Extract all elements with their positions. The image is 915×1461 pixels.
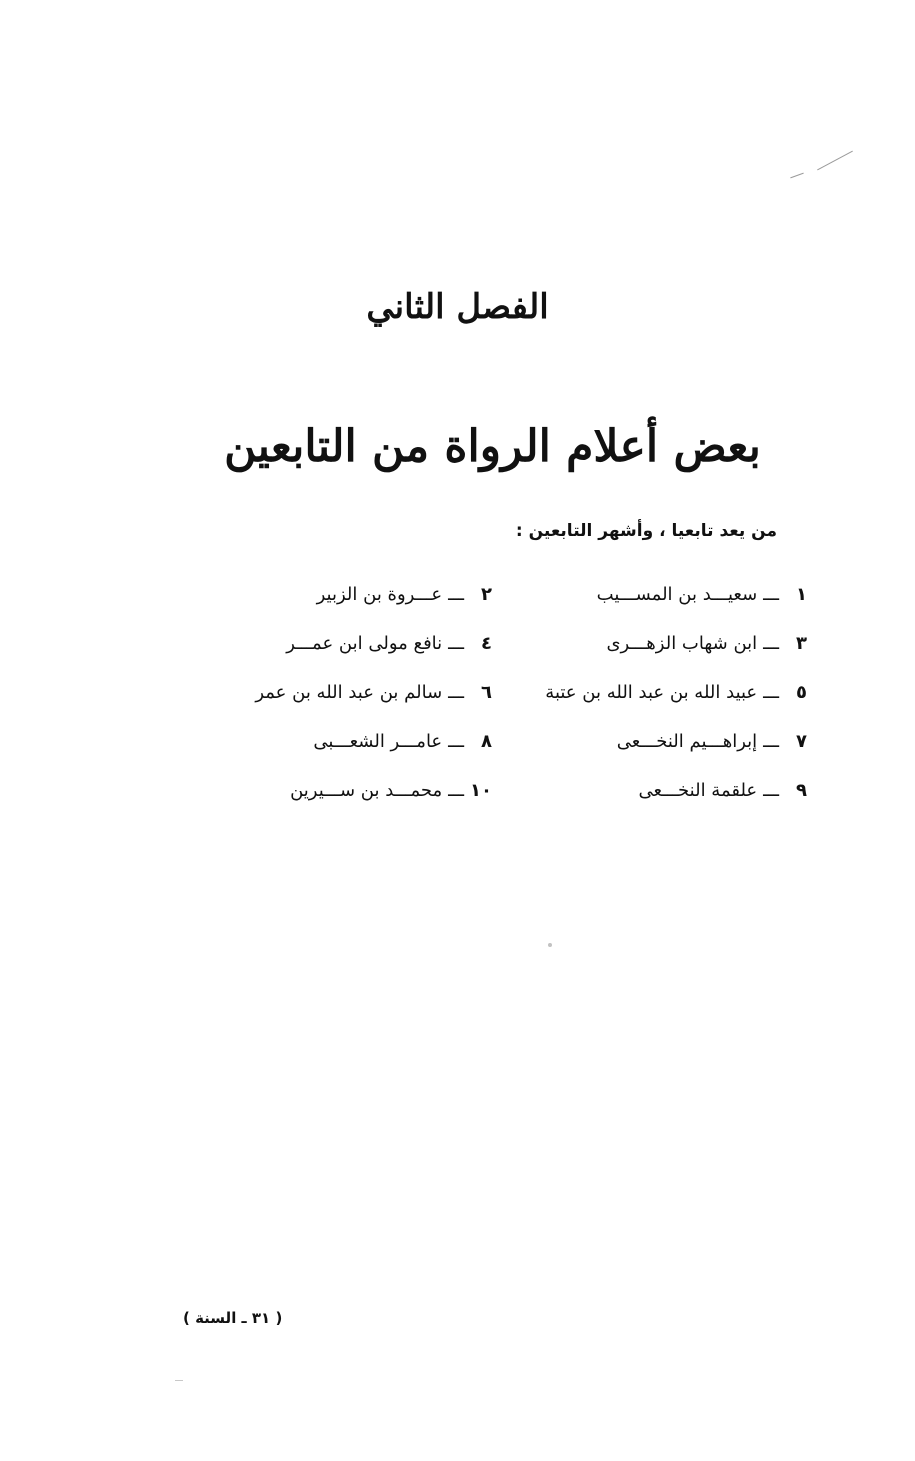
item-number: ١٠ (470, 780, 492, 801)
intro-text: من يعد تابعيا ، وأشهر التابعين : (515, 521, 777, 541)
item-number: ٦ (481, 682, 492, 703)
item-number: ٨ (481, 731, 492, 752)
list-item (286, 627, 492, 661)
item-dash: ـــ (448, 731, 464, 752)
item-dash: ـــ (763, 731, 779, 752)
chapter-heading: الفصل الثاني (366, 287, 549, 327)
tabiin-list (207, 578, 807, 823)
page-title: بعض أعلام الرواة من التابعين (224, 421, 761, 472)
item-name: إبراهـــيم النخـــعى (616, 731, 758, 752)
item-dash: ـــ (448, 633, 464, 654)
item-number: ٤ (481, 633, 492, 654)
list-item (317, 578, 492, 612)
list-item (617, 725, 807, 759)
item-dash: ـــ (763, 633, 779, 654)
item-dash: ـــ (763, 584, 779, 605)
item-dash: ـــ (448, 584, 464, 605)
item-dash: ـــ (448, 780, 464, 801)
scan-mark (548, 943, 552, 947)
item-number: ٣ (796, 633, 807, 654)
item-name: عـــروة بن الزبير (316, 584, 443, 605)
item-dash: ـــ (763, 780, 779, 801)
item-name: محمـــد بن ســـيرين (290, 780, 443, 801)
list-item (290, 774, 492, 808)
item-number: ٥ (796, 682, 807, 703)
item-number: ١ (796, 584, 807, 605)
list-row (207, 774, 807, 823)
item-number: ٢ (481, 584, 492, 605)
list-item (313, 725, 492, 759)
scan-mark (175, 1380, 183, 1381)
list-row (207, 676, 807, 725)
list-item (597, 578, 807, 612)
item-name: عبيد الله بن عبد الله بن عتبة (545, 682, 758, 703)
scan-mark (817, 151, 853, 171)
list-row (207, 578, 807, 627)
item-dash: ـــ (448, 682, 464, 703)
item-number: ٧ (796, 731, 807, 752)
list-item (255, 676, 492, 710)
list-item (639, 774, 807, 808)
item-name: سعيـــد بن المســـيب (596, 584, 758, 605)
item-name: سالم بن عبد الله بن عمر (255, 682, 443, 703)
item-name: عامـــر الشعـــبى (313, 731, 443, 752)
scan-mark (790, 173, 803, 179)
list-row (207, 725, 807, 774)
page-footer-signature: ( ٣١ ـ السنة ) (183, 1309, 283, 1327)
item-name: ابن شهاب الزهـــرى (606, 633, 758, 654)
item-number: ٩ (796, 780, 807, 801)
list-item (545, 676, 807, 710)
item-name: نافع مولى ابن عمـــر (286, 633, 443, 654)
item-name: علقمة النخـــعى (638, 780, 758, 801)
list-row (207, 627, 807, 676)
list-item (606, 627, 807, 661)
item-dash: ـــ (763, 682, 779, 703)
